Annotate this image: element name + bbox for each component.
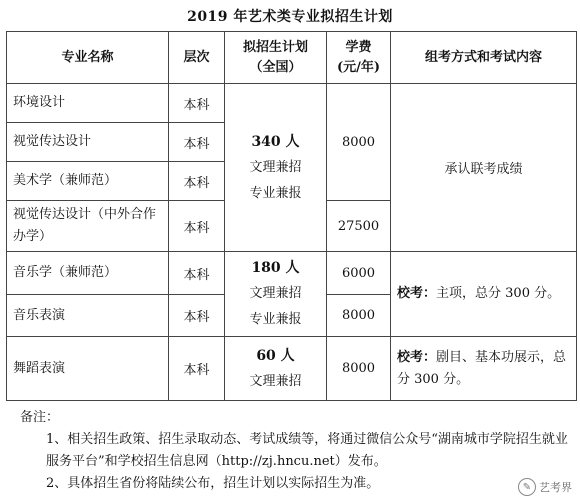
major-cell: 音乐学（兼师范） (7, 252, 169, 295)
header-plan-line1: 拟招生计划 (242, 39, 308, 55)
header-plan (225, 32, 327, 84)
plan-note: 文理兼招 (249, 286, 302, 302)
fee-cell: 8000 (327, 294, 391, 337)
header-fee-line1: 学费 (345, 39, 372, 55)
major-cell: 舞蹈表演 (7, 337, 169, 401)
exam-label: 校考： (397, 286, 437, 302)
plan-cell (225, 337, 327, 401)
header-major: 专业名称 (7, 32, 169, 84)
plan-note: 文理兼招 (249, 159, 302, 175)
level-cell: 本科 (169, 84, 225, 123)
table-row (7, 337, 577, 401)
exam-cell: 承认联考成绩 (391, 84, 577, 252)
plan-note: 文理兼招 (249, 373, 302, 389)
exam-label: 校考： (397, 349, 437, 365)
header-exam: 组考方式和考试内容 (391, 32, 577, 84)
notes-heading: 备注： (20, 410, 60, 425)
table-row (7, 252, 577, 295)
plan-note: 专业兼报 (249, 185, 302, 201)
major-cell: 视觉传达设计（中外合作办学） (7, 201, 169, 252)
plan-cell (225, 252, 327, 337)
level-cell: 本科 (169, 337, 225, 401)
table-row (7, 84, 577, 123)
note-item: 2、具体招生省份将陆续公布，招生计划以实际招生为准。 (46, 476, 380, 491)
level-cell: 本科 (169, 123, 225, 162)
major-cell: 音乐表演 (7, 294, 169, 337)
exam-text: 剧目、基本功展示，总分 300 分。 (397, 349, 567, 387)
enrollment-plan-table (6, 31, 577, 401)
fee-cell: 6000 (327, 252, 391, 295)
fee-cell: 27500 (327, 201, 391, 252)
note-item: 1、相关招生政策、招生录取动态、考试成绩等，将通过微信公众号“湖南城市学院招生就业服务平台”和学校招生信息网（http://zj.hncu.net）发布。 (46, 432, 568, 469)
plan-count: 340 人 (251, 133, 300, 150)
major-cell: 美术学（兼师范） (7, 162, 169, 201)
header-plan-line2: （全国） (249, 59, 302, 75)
watermark-logo-icon: ✎ (518, 478, 536, 496)
notes-section (20, 407, 572, 495)
major-cell: 环境设计 (7, 84, 169, 123)
fee-cell: 8000 (327, 337, 391, 401)
exam-text: 主项，总分 300 分。 (436, 286, 561, 302)
exam-cell (391, 252, 577, 337)
exam-cell (391, 337, 577, 401)
watermark (518, 478, 572, 496)
level-cell: 本科 (169, 162, 225, 201)
document-title: 2019 年艺术类专业拟招生计划 (187, 9, 393, 25)
major-cell: 视觉传达设计 (7, 123, 169, 162)
level-cell: 本科 (169, 252, 225, 295)
watermark-text: 艺考界 (539, 481, 572, 494)
fee-cell: 8000 (327, 84, 391, 201)
plan-cell (225, 84, 327, 252)
header-level: 层次 (169, 32, 225, 84)
header-fee (327, 32, 391, 84)
header-fee-line2: (元/年) (336, 59, 381, 75)
level-cell: 本科 (169, 201, 225, 252)
level-cell: 本科 (169, 294, 225, 337)
table-header-row (7, 32, 577, 84)
plan-note: 专业兼报 (249, 312, 302, 328)
plan-count: 180 人 (251, 260, 300, 277)
plan-count: 60 人 (256, 347, 295, 364)
